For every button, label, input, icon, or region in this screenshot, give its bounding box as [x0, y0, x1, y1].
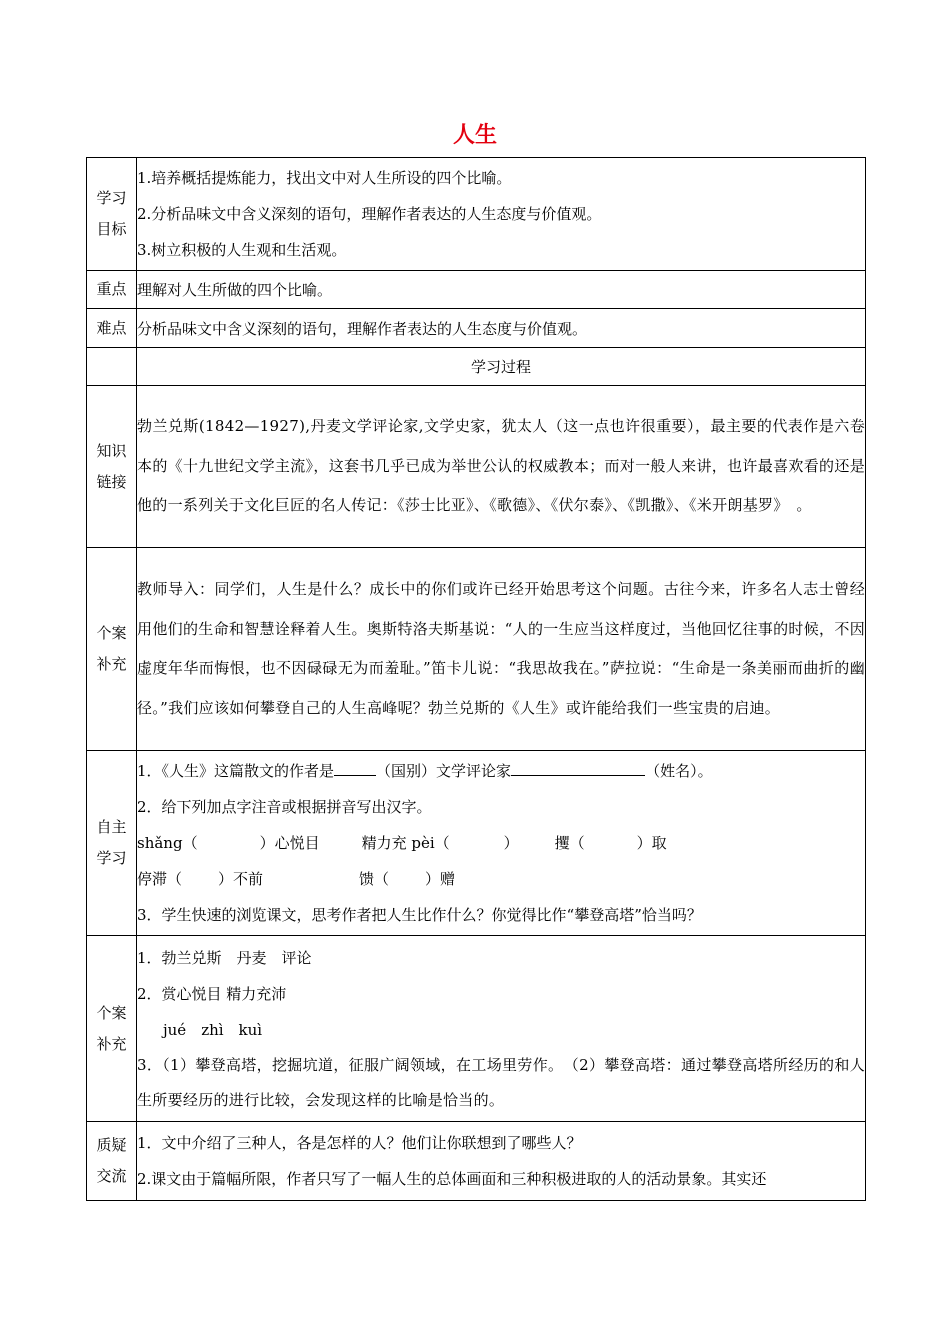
questions-label: 质疑 交流 — [87, 1122, 137, 1201]
question-2-row-2: 停滞（ ）不前 馈（ ）赠 — [137, 870, 456, 888]
goal-item: 3.树立积极的人生观和生活观。 — [137, 241, 347, 259]
row-case-supplement-2 — [87, 936, 866, 1122]
row-case-supplement-1 — [87, 548, 866, 751]
goals-label: 学习 目标 — [87, 158, 137, 271]
knowledge-label: 知识 链接 — [87, 386, 137, 548]
row-goals — [87, 158, 866, 271]
answer-blank-name[interactable] — [511, 759, 645, 776]
answer-2: 2．赏心悦目 精力充沛 — [137, 984, 287, 1003]
lesson-table — [86, 157, 866, 1201]
page-title: 人生 — [452, 123, 497, 148]
row-key-point — [87, 271, 866, 309]
key-label: 重点 — [87, 271, 137, 309]
answer-2-pinyin: jué zhì kuì — [163, 1020, 263, 1039]
case1-content: 教师导入：同学们，人生是什么？成长中的你们或许已经开始思考这个问题。古往今来，许多名人志士曾经用他们的生命和智慧诠释着人生。奥斯特洛夫斯基说：“人的一生应当这样度过，当他回忆往事的时候，不因虚度年华而悔恨，也不因碌碌无为而羞耻。”笛卡儿说：“我思故我在。”萨拉说：“生命是一条美丽而曲折的幽径。”我们应该如何攀登自己的人生高峰呢？勃兰兑斯的《人生》或许能给我们一些宝贵的启迪。 — [137, 548, 866, 751]
answer-1: 1．勃兰兑斯 丹麦 评论 — [137, 948, 312, 967]
row-difficulty — [87, 309, 866, 348]
row-knowledge-link — [87, 386, 866, 548]
self-study-content — [137, 751, 866, 936]
difficulty-label: 难点 — [87, 309, 137, 348]
row-self-study — [87, 751, 866, 936]
case1-label: 个案 补充 — [87, 548, 137, 751]
row-questions — [87, 1122, 866, 1201]
key-content: 理解对人生所做的四个比喻。 — [137, 271, 866, 309]
question-3: 3．学生快速的浏览课文，思考作者把人生比作什么？你觉得比作“攀登高塔”恰当吗？ — [137, 906, 702, 924]
question-2: 2．给下列加点字注音或根据拼音写出汉字。 — [137, 798, 432, 816]
row-process-header — [87, 348, 866, 386]
discussion-question-1: 1．文中介绍了三种人，各是怎样的人？他们让你联想到了哪些人？ — [137, 1134, 582, 1152]
answer-3: 3．（1）攀登高塔，挖掘坑道，征服广阔领域，在工场里劳作。 （2）攀登高塔：通过攀登高塔所经历的和人生所要经历的进行比较，会发现这样的比喻是恰当的。 — [137, 1055, 865, 1109]
self-study-label: 自主 学习 — [87, 751, 137, 936]
process-heading: 学习过程 — [137, 348, 866, 386]
question-1: 1．《人生》这篇散文的作者是 （国别）文学评论家 （姓名）。 — [137, 753, 865, 789]
question-2-row-1: shǎng（ ）心悦目 精力充 pèi（ ） 攫（ ）取 — [137, 834, 667, 852]
goal-item: 1.培养概括提炼能力，找出文中对人生所设的四个比喻。 — [137, 169, 512, 187]
process-label — [87, 348, 137, 386]
questions-content — [137, 1122, 866, 1201]
goal-item: 2.分析品味文中含义深刻的语句，理解作者表达的人生态度与价值观。 — [137, 205, 602, 223]
answer-blank-country[interactable] — [334, 759, 376, 776]
case2-label: 个案 补充 — [87, 936, 137, 1122]
case2-content — [137, 936, 866, 1122]
goals-content — [137, 158, 866, 271]
difficulty-content: 分析品味文中含义深刻的语句，理解作者表达的人生态度与价值观。 — [137, 309, 866, 348]
discussion-question-2: 2.课文由于篇幅所限，作者只写了一幅人生的总体画面和三种积极进取的人的活动景象。其实还 — [137, 1170, 767, 1188]
knowledge-content: 勃兰兑斯(1842—1927),丹麦文学评论家,文学史家，犹太人（这一点也许很重要），最主要的代表作是六卷本的《十九世纪文学主流》，这套书几乎已成为举世公认的权威教本；而对一般人来讲，也许最喜欢看的还是他的一系列关于文化巨匠的名人传记：《莎士比亚》、《歌德》、《伏尔泰》、《凯撒》、《米开朗基罗》 。 — [137, 386, 866, 548]
